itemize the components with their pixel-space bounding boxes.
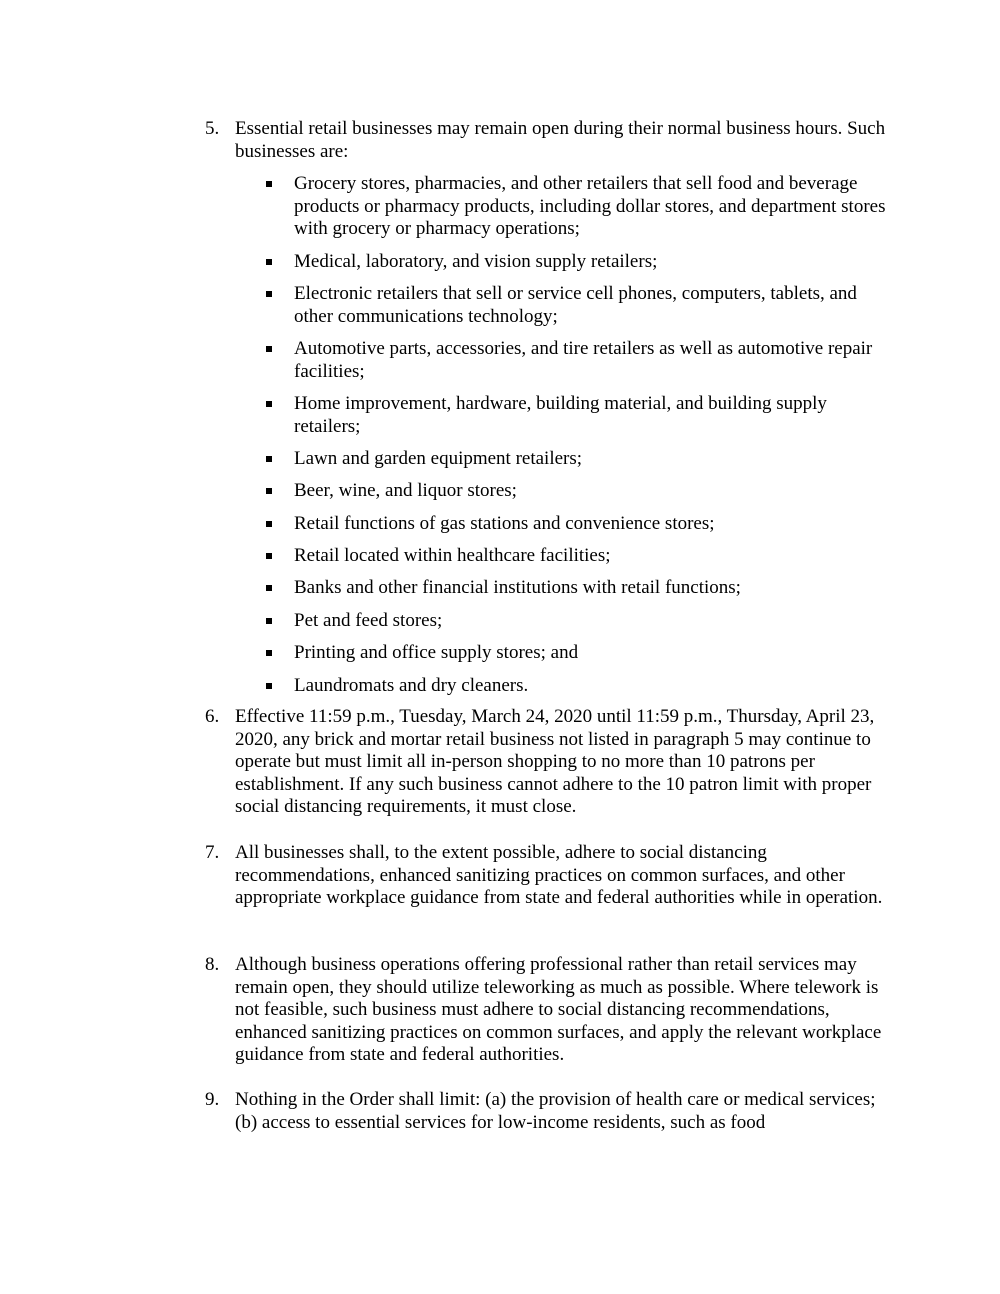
paragraph-text: Essential retail businesses may remain open during their normal business hours. Such businesses are: [235, 118, 886, 162]
square-bullet-icon [266, 650, 272, 656]
square-bullet-icon [266, 488, 272, 494]
list-item [263, 173, 893, 241]
essential-retail-list [263, 173, 893, 707]
list-item-text: Pet and feed stores; [294, 609, 443, 631]
list-item-text: Lawn and garden equipment retailers; [294, 447, 583, 469]
square-bullet-icon [266, 683, 272, 689]
square-bullet-icon [266, 291, 272, 297]
paragraph-7 [205, 842, 895, 910]
list-item-text: Beer, wine, and liquor stores; [294, 480, 517, 502]
square-bullet-icon [266, 346, 272, 352]
list-item [263, 283, 893, 328]
list-item [263, 393, 893, 438]
square-bullet-icon [266, 618, 272, 624]
paragraph-text: All businesses shall, to the extent possible, adhere to social distancing recommendations, enhanced sanitizing practices on common surfaces, and other appropriate workplace guidance from state and federal authorities while in operation. [235, 842, 883, 909]
list-item [263, 577, 893, 600]
list-item [263, 448, 893, 471]
list-item-text: Automotive parts, accessories, and tire retailers as well as automotive repair facilities; [294, 337, 873, 382]
list-item [263, 642, 893, 665]
list-item [263, 480, 893, 503]
list-item-text: Electronic retailers that sell or service cell phones, computers, tablets, and other communications technology; [294, 282, 857, 327]
paragraph-number: 6. [205, 706, 220, 727]
list-item-text: Laundromats and dry cleaners. [294, 674, 529, 696]
list-item-text: Grocery stores, pharmacies, and other retailers that sell food and beverage products or pharmacy products, including dollar stores, and department stores with grocery or pharmacy operations; [294, 173, 886, 240]
list-item [263, 513, 893, 536]
paragraph-text: Effective 11:59 p.m., Tuesday, March 24, 2020 until 11:59 p.m., Thursday, April 23, 2020, any brick and mortar retail business not listed in paragraph 5 may continue to operate but must limit all in-person shopping to no more than 10 patrons per establishment. If any such business cannot adhere to the 10 patron limit with proper social distancing requirements, it must close. [235, 706, 875, 818]
square-bullet-icon [266, 553, 272, 559]
square-bullet-icon [266, 521, 272, 527]
paragraph-8 [205, 954, 895, 1067]
list-item-text: Retail located within healthcare facilities; [294, 545, 611, 567]
list-item-text: Printing and office supply stores; and [294, 642, 579, 664]
list-item [263, 251, 893, 274]
list-item-text: Medical, laboratory, and vision supply retailers; [294, 250, 658, 272]
list-item-text: Banks and other financial institutions with retail functions; [294, 577, 741, 599]
paragraph-6 [205, 706, 895, 819]
paragraph-number: 8. [205, 954, 220, 975]
square-bullet-icon [266, 585, 272, 591]
list-item [263, 675, 893, 698]
paragraph-number: 7. [205, 842, 220, 863]
list-item [263, 545, 893, 568]
list-item [263, 338, 893, 383]
list-item-text: Retail functions of gas stations and convenience stores; [294, 512, 715, 534]
paragraph-number: 9. [205, 1089, 220, 1110]
square-bullet-icon [266, 259, 272, 265]
paragraph-5 [205, 118, 895, 163]
paragraph-text: Nothing in the Order shall limit: (a) the provision of health care or medical services; (b) access to essential services for low-income residents, such as food [235, 1089, 876, 1133]
paragraph-number: 5. [205, 118, 220, 139]
square-bullet-icon [266, 181, 272, 187]
list-item-text: Home improvement, hardware, building material, and building supply retailers; [294, 392, 827, 437]
square-bullet-icon [266, 456, 272, 462]
square-bullet-icon [266, 401, 272, 407]
paragraph-text: Although business operations offering professional rather than retail services may remain open, they should utilize teleworking as much as possible. Where telework is not feasible, such business must adhere to social distancing recommendations, enhanced sanitizing practices on common surfaces, and apply the relevant workplace guidance from state and federal authorities. [235, 954, 882, 1066]
list-item [263, 610, 893, 633]
paragraph-9 [205, 1089, 895, 1134]
